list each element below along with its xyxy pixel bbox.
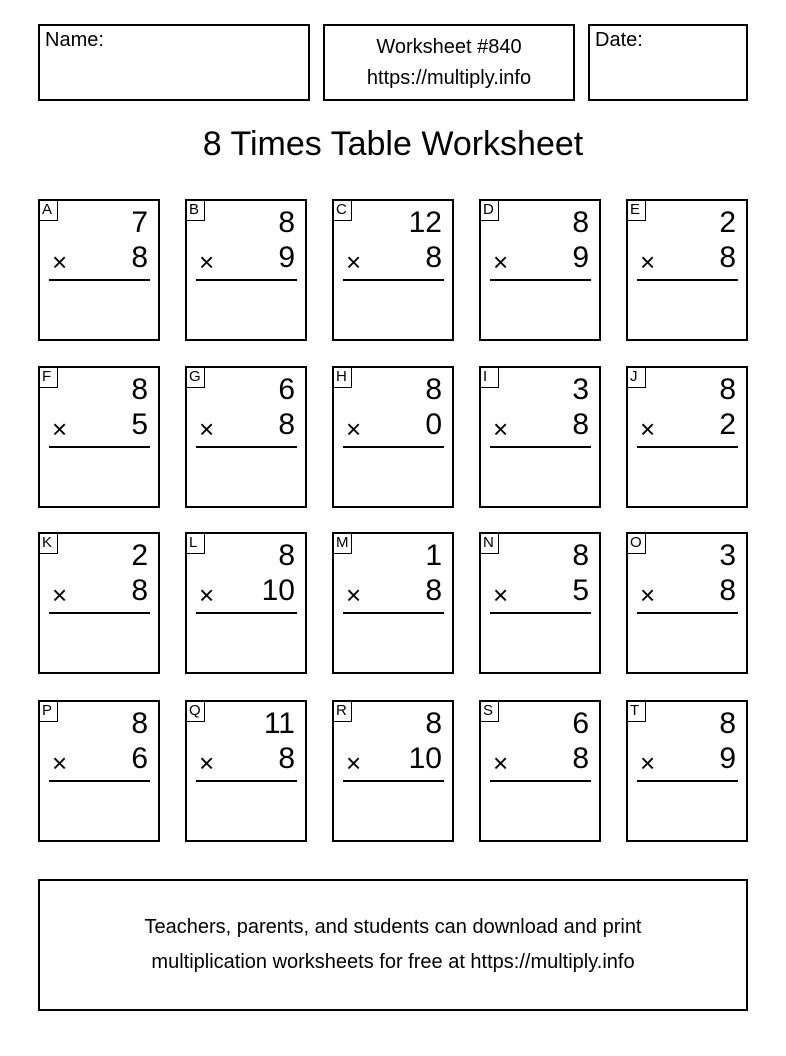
multiplicand: 3 [572, 373, 589, 406]
answer-line [490, 780, 591, 782]
multiplicand: 7 [131, 206, 148, 239]
multiply-sign: × [640, 748, 656, 778]
problem-card[interactable] [38, 366, 160, 508]
multiply-sign: × [493, 580, 509, 610]
answer-line [637, 279, 738, 281]
multiplier: 5 [131, 408, 148, 441]
multiply-sign: × [346, 414, 362, 444]
multiplier: 8 [572, 742, 589, 775]
answer-line [196, 446, 297, 448]
multiplier: 8 [719, 241, 736, 274]
multiplier: 5 [572, 574, 589, 607]
multiplier: 8 [425, 241, 442, 274]
multiplicand: 11 [263, 707, 295, 740]
date-field-box[interactable] [588, 24, 748, 101]
problem-card[interactable] [185, 199, 307, 341]
multiply-sign: × [640, 414, 656, 444]
problem-card[interactable] [38, 700, 160, 842]
problem-letter: D [479, 199, 499, 221]
problem-letter: T [626, 700, 646, 722]
problem-card[interactable] [332, 199, 454, 341]
multiplier: 8 [425, 574, 442, 607]
problem-letter: N [479, 532, 499, 554]
problem-card[interactable] [332, 366, 454, 508]
answer-line [343, 446, 444, 448]
problem-card[interactable] [185, 366, 307, 508]
problem-card[interactable] [38, 199, 160, 341]
multiplicand: 8 [572, 539, 589, 572]
worksheet-number: Worksheet #840 [376, 35, 522, 58]
multiply-sign: × [346, 247, 362, 277]
multiplicand: 8 [572, 206, 589, 239]
multiplier: 9 [278, 241, 295, 274]
worksheet-url: https://multiply.info [366, 66, 532, 89]
problem-card[interactable] [38, 532, 160, 674]
page-title: 8 Times Table Worksheet [202, 125, 584, 163]
multiply-sign: × [199, 414, 215, 444]
multiply-sign: × [346, 748, 362, 778]
footer-line-1: Teachers, parents, and students can download and print [144, 916, 642, 938]
multiplier: 9 [719, 742, 736, 775]
multiplicand: 8 [719, 707, 736, 740]
answer-line [196, 780, 297, 782]
problem-letter: B [185, 199, 205, 221]
name-label: Name: [45, 29, 104, 51]
problem-letter: R [332, 700, 352, 722]
multiply-sign: × [199, 748, 215, 778]
answer-line [196, 612, 297, 614]
multiplicand: 2 [719, 206, 736, 239]
multiplier: 6 [131, 742, 148, 775]
problem-letter: J [626, 366, 646, 388]
problem-letter: I [479, 366, 499, 388]
problem-card[interactable] [626, 199, 748, 341]
problem-letter: H [332, 366, 352, 388]
answer-line [490, 612, 591, 614]
worksheet-info-box [323, 24, 575, 101]
multiplier: 8 [131, 574, 148, 607]
date-label: Date: [595, 29, 643, 51]
answer-line [49, 279, 150, 281]
problem-letter: F [38, 366, 58, 388]
problem-letter: O [626, 532, 646, 554]
answer-line [637, 780, 738, 782]
footer-box [38, 879, 748, 1011]
multiply-sign: × [493, 414, 509, 444]
answer-line [490, 446, 591, 448]
multiply-sign: × [52, 414, 68, 444]
answer-line [343, 780, 444, 782]
problem-letter: Q [185, 700, 205, 722]
problem-card[interactable] [479, 199, 601, 341]
problem-letter: A [38, 199, 58, 221]
problem-card[interactable] [185, 532, 307, 674]
multiplicand: 8 [719, 373, 736, 406]
answer-line [637, 612, 738, 614]
multiply-sign: × [52, 580, 68, 610]
multiplicand: 2 [131, 539, 148, 572]
multiplier: 2 [719, 408, 736, 441]
problem-letter: G [185, 366, 205, 388]
multiplicand: 3 [719, 539, 736, 572]
problem-letter: E [626, 199, 646, 221]
name-field-box[interactable] [38, 24, 310, 101]
answer-line [343, 612, 444, 614]
answer-line [637, 446, 738, 448]
multiply-sign: × [640, 247, 656, 277]
multiplicand: 8 [425, 373, 442, 406]
multiplier: 10 [261, 574, 295, 607]
multiplicand: 1 [425, 539, 442, 572]
problem-card[interactable] [185, 700, 307, 842]
multiply-sign: × [346, 580, 362, 610]
multiply-sign: × [199, 247, 215, 277]
problem-letter: M [332, 532, 352, 554]
multiplicand: 8 [278, 539, 295, 572]
multiply-sign: × [640, 580, 656, 610]
multiply-sign: × [493, 748, 509, 778]
problem-letter: C [332, 199, 352, 221]
multiplier: 8 [278, 408, 295, 441]
problem-card[interactable] [626, 532, 748, 674]
multiply-sign: × [493, 247, 509, 277]
multiplicand: 6 [572, 707, 589, 740]
multiplier: 8 [131, 241, 148, 274]
multiplier: 0 [425, 408, 442, 441]
problem-card[interactable] [332, 700, 454, 842]
answer-line [196, 279, 297, 281]
answer-line [49, 780, 150, 782]
multiplier: 8 [278, 742, 295, 775]
problem-card[interactable] [626, 366, 748, 508]
answer-line [343, 279, 444, 281]
answer-line [490, 279, 591, 281]
problem-card[interactable] [479, 700, 601, 842]
multiplicand: 8 [278, 206, 295, 239]
multiplicand: 8 [425, 707, 442, 740]
problem-card[interactable] [479, 366, 601, 508]
footer-line-2: multiplication worksheets for free at https://multiply.info [151, 951, 635, 973]
answer-line [49, 612, 150, 614]
problem-letter: K [38, 532, 58, 554]
multiplier: 10 [408, 742, 442, 775]
multiplier: 8 [572, 408, 589, 441]
problem-letter: L [185, 532, 205, 554]
multiplicand: 6 [278, 373, 295, 406]
multiply-sign: × [199, 580, 215, 610]
problem-card[interactable] [626, 700, 748, 842]
multiplier: 8 [719, 574, 736, 607]
multiplicand: 12 [408, 206, 442, 239]
multiplier: 9 [572, 241, 589, 274]
problem-card[interactable] [479, 532, 601, 674]
problem-card[interactable] [332, 532, 454, 674]
problem-letter: S [479, 700, 499, 722]
multiply-sign: × [52, 748, 68, 778]
multiplicand: 8 [131, 373, 148, 406]
multiply-sign: × [52, 247, 68, 277]
problem-letter: P [38, 700, 58, 722]
multiplicand: 8 [131, 707, 148, 740]
answer-line [49, 446, 150, 448]
